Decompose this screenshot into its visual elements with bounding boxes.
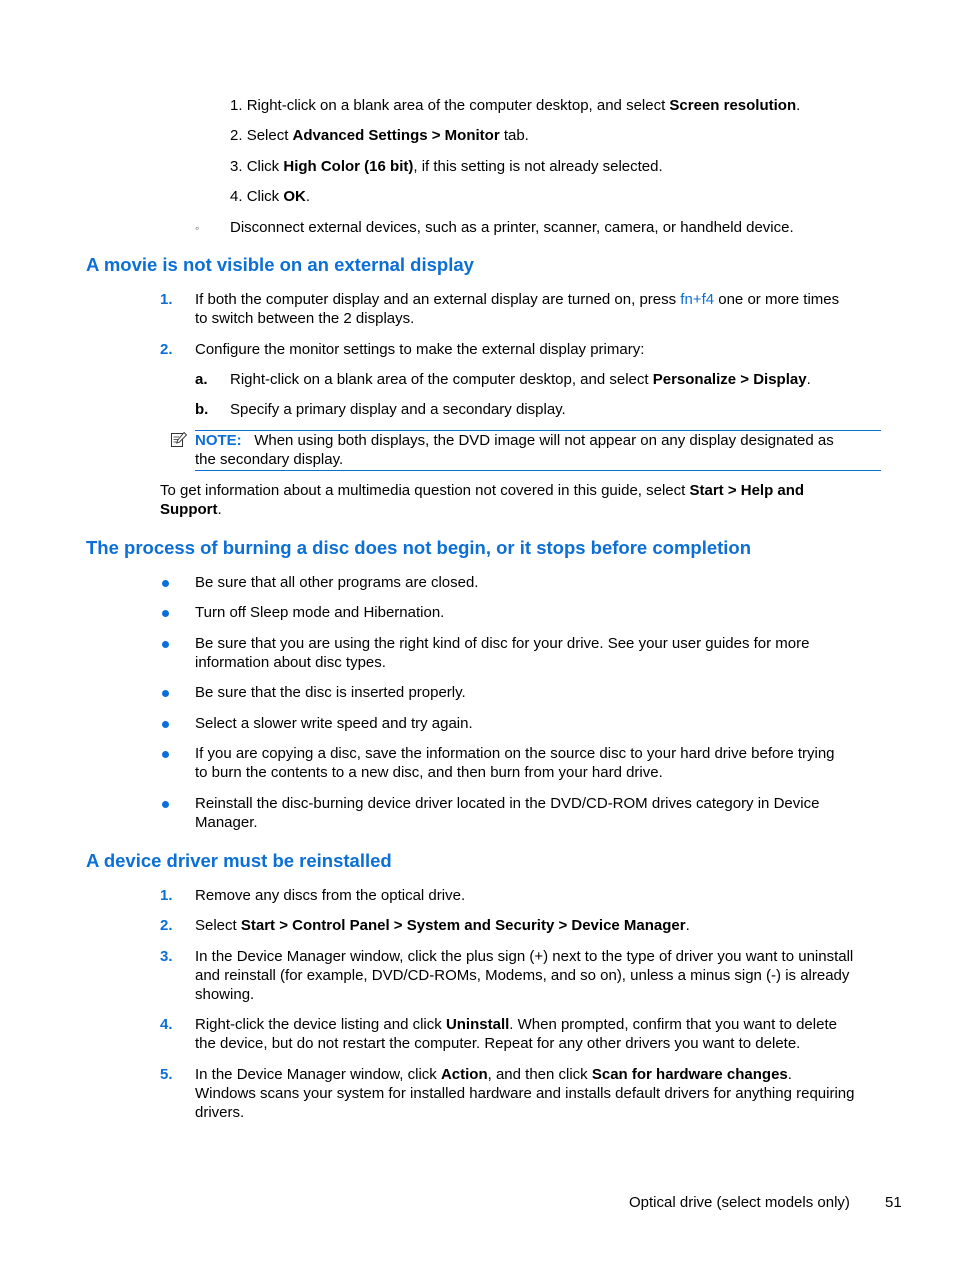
para-pre: To get information about a multimedia question not covered in this guide, select <box>160 482 690 499</box>
section-heading-driver: A device driver must be reinstalled <box>86 850 392 871</box>
step2-bold: Start > Control Panel > System and Security > Device Manager <box>240 917 686 934</box>
section-heading-burning: The process of burning a disc does not begin, or it stops before completion <box>86 537 752 558</box>
s1-item1-post: one or more times <box>714 291 840 308</box>
step-text: Click <box>246 158 284 175</box>
s3-step5-text <box>195 1065 881 1122</box>
s2-bullet-6-line1: If you are copying a disc, save the information on the source disc to your hard drive before trying <box>195 745 835 762</box>
bullet-icon <box>162 751 169 758</box>
s1-item2-number: 2. <box>160 341 173 358</box>
s1-paragraph <box>160 481 881 519</box>
s1-item2-text: Configure the monitor settings to make the external display primary: <box>195 341 645 358</box>
sub-bullet-text: Disconnect external devices, such as a printer, scanner, camera, or handheld device. <box>230 219 794 236</box>
step-bold: High Color (16 bit) <box>283 158 414 175</box>
s1-item1-pre: If both the computer display and an external display are turned on, press <box>195 291 681 308</box>
s2-bullet-4: Be sure that the disc is inserted properly. <box>195 684 466 701</box>
note-label: NOTE: <box>195 432 242 449</box>
s2-bullet-2: Turn off Sleep mode and Hibernation. <box>195 604 445 621</box>
s1-sub-b-text: Specify a primary display and a secondary display. <box>230 401 566 418</box>
s1-sub-b-letter: b. <box>195 401 209 418</box>
step-text-end: tab. <box>499 127 529 144</box>
step5-line2: Windows scans your system for installed hardware and installs default drivers for anything requiring <box>195 1085 855 1102</box>
note-line2: the secondary display. <box>195 451 344 468</box>
para-bold2: Support <box>160 501 218 518</box>
s2-bullet-3-line2: information about disc types. <box>195 654 386 671</box>
bullet-icon <box>162 690 169 697</box>
step-text: Select <box>246 127 293 144</box>
bullet-icon <box>162 641 169 648</box>
section-heading-movie: A movie is not visible on an external display <box>86 254 474 275</box>
bullet-icon <box>162 580 169 587</box>
step4-line2: the device, but do not restart the computer. Repeat for any other drivers you want to delete. <box>195 1035 801 1052</box>
step3-line3: showing. <box>195 986 255 1003</box>
s1-sub-a-letter: a. <box>195 371 208 388</box>
step-text-end: . <box>305 188 311 205</box>
step-number: 1. <box>230 97 243 114</box>
para-bold1: Start > Help and <box>689 482 805 499</box>
top-step-3 <box>230 157 663 176</box>
top-step-4 <box>230 187 310 206</box>
sub-bullet-marker: ◦ <box>195 221 200 235</box>
step3-line2: and reinstall (for example, DVD/CD-ROMs, Modems, and so on), unless a minus sign (-) is already <box>195 967 850 984</box>
step-text-end: . <box>796 97 801 114</box>
step-text: Click <box>246 188 284 205</box>
step-bold: Advanced Settings > Monitor <box>292 127 500 144</box>
s3-step2-text <box>195 916 690 935</box>
key-fn-f4: fn+f4 <box>680 291 715 308</box>
s2-bullet-6 <box>195 744 881 782</box>
top-step-2 <box>230 126 529 145</box>
s3-step5-number: 5. <box>160 1066 173 1083</box>
sub-a-pre: Right-click on a blank area of the computer desktop, and select <box>230 371 653 388</box>
step-bold: OK <box>283 188 306 205</box>
bullet-icon <box>162 801 169 808</box>
note-icon <box>170 431 188 454</box>
note-line1: When using both displays, the DVD image will not appear on any display designated as <box>254 432 834 449</box>
step4-bold: Uninstall <box>445 1016 510 1033</box>
s2-bullet-3-line1: Be sure that you are using the right kind of disc for your drive. See your user guides for more <box>195 635 810 652</box>
step-text: Right-click on a blank area of the computer desktop, and select <box>246 97 670 114</box>
sub-a-bold: Personalize > Display <box>652 371 807 388</box>
step5-mid: , and then click <box>487 1066 592 1083</box>
s2-bullet-7-line1: Reinstall the disc-burning device driver located in the DVD/CD-ROM drives category in Device <box>195 795 820 812</box>
para-post: . <box>217 501 222 518</box>
step-bold: Screen resolution <box>669 97 797 114</box>
step4-pre: Right-click the device listing and click <box>195 1016 446 1033</box>
step5-bold1: Action <box>440 1066 488 1083</box>
step2-pre: Select <box>195 917 241 934</box>
s2-bullet-1: Be sure that all other programs are closed. <box>195 574 479 591</box>
bullet-icon <box>162 610 169 617</box>
step-text-end: , if this setting is not already selected. <box>413 158 663 175</box>
s1-sub-a-text <box>230 370 811 389</box>
step-number: 3. <box>230 158 243 175</box>
s2-bullet-7 <box>195 794 881 832</box>
s2-bullet-5: Select a slower write speed and try again. <box>195 715 473 732</box>
step-number: 4. <box>230 188 243 205</box>
bullet-icon <box>162 721 169 728</box>
s3-step3-text <box>195 947 881 1004</box>
s2-bullet-6-line2: to burn the contents to a new disc, and then burn from your hard drive. <box>195 764 663 781</box>
note-text <box>195 431 881 469</box>
s3-step4-text <box>195 1015 881 1053</box>
step5-post: . <box>787 1066 792 1083</box>
s3-step3-number: 3. <box>160 948 173 965</box>
sub-a-post: . <box>806 371 811 388</box>
step2-post: . <box>685 917 690 934</box>
s1-item1-number: 1. <box>160 291 173 308</box>
s3-step2-number: 2. <box>160 917 173 934</box>
s3-step1-number: 1. <box>160 887 173 904</box>
step3-line1: In the Device Manager window, click the plus sign (+) next to the type of driver you want to uninstall <box>195 948 854 965</box>
s3-step1-text: Remove any discs from the optical drive. <box>195 887 466 904</box>
s2-bullet-7-line2: Manager. <box>195 814 258 831</box>
s1-item1-line2: to switch between the 2 displays. <box>195 310 415 327</box>
step5-line3: drivers. <box>195 1104 245 1121</box>
s3-step4-number: 4. <box>160 1016 173 1033</box>
s1-item1-text <box>195 290 881 328</box>
footer-title: Optical drive (select models only) <box>629 1194 850 1211</box>
step5-pre: In the Device Manager window, click <box>195 1066 441 1083</box>
top-step-1 <box>230 96 800 115</box>
page-number: 51 <box>885 1194 902 1211</box>
step5-bold2: Scan for hardware changes <box>591 1066 788 1083</box>
s2-bullet-3 <box>195 634 881 672</box>
step4-post: . When prompted, confirm that you want to delete <box>509 1016 837 1033</box>
step-number: 2. <box>230 127 243 144</box>
